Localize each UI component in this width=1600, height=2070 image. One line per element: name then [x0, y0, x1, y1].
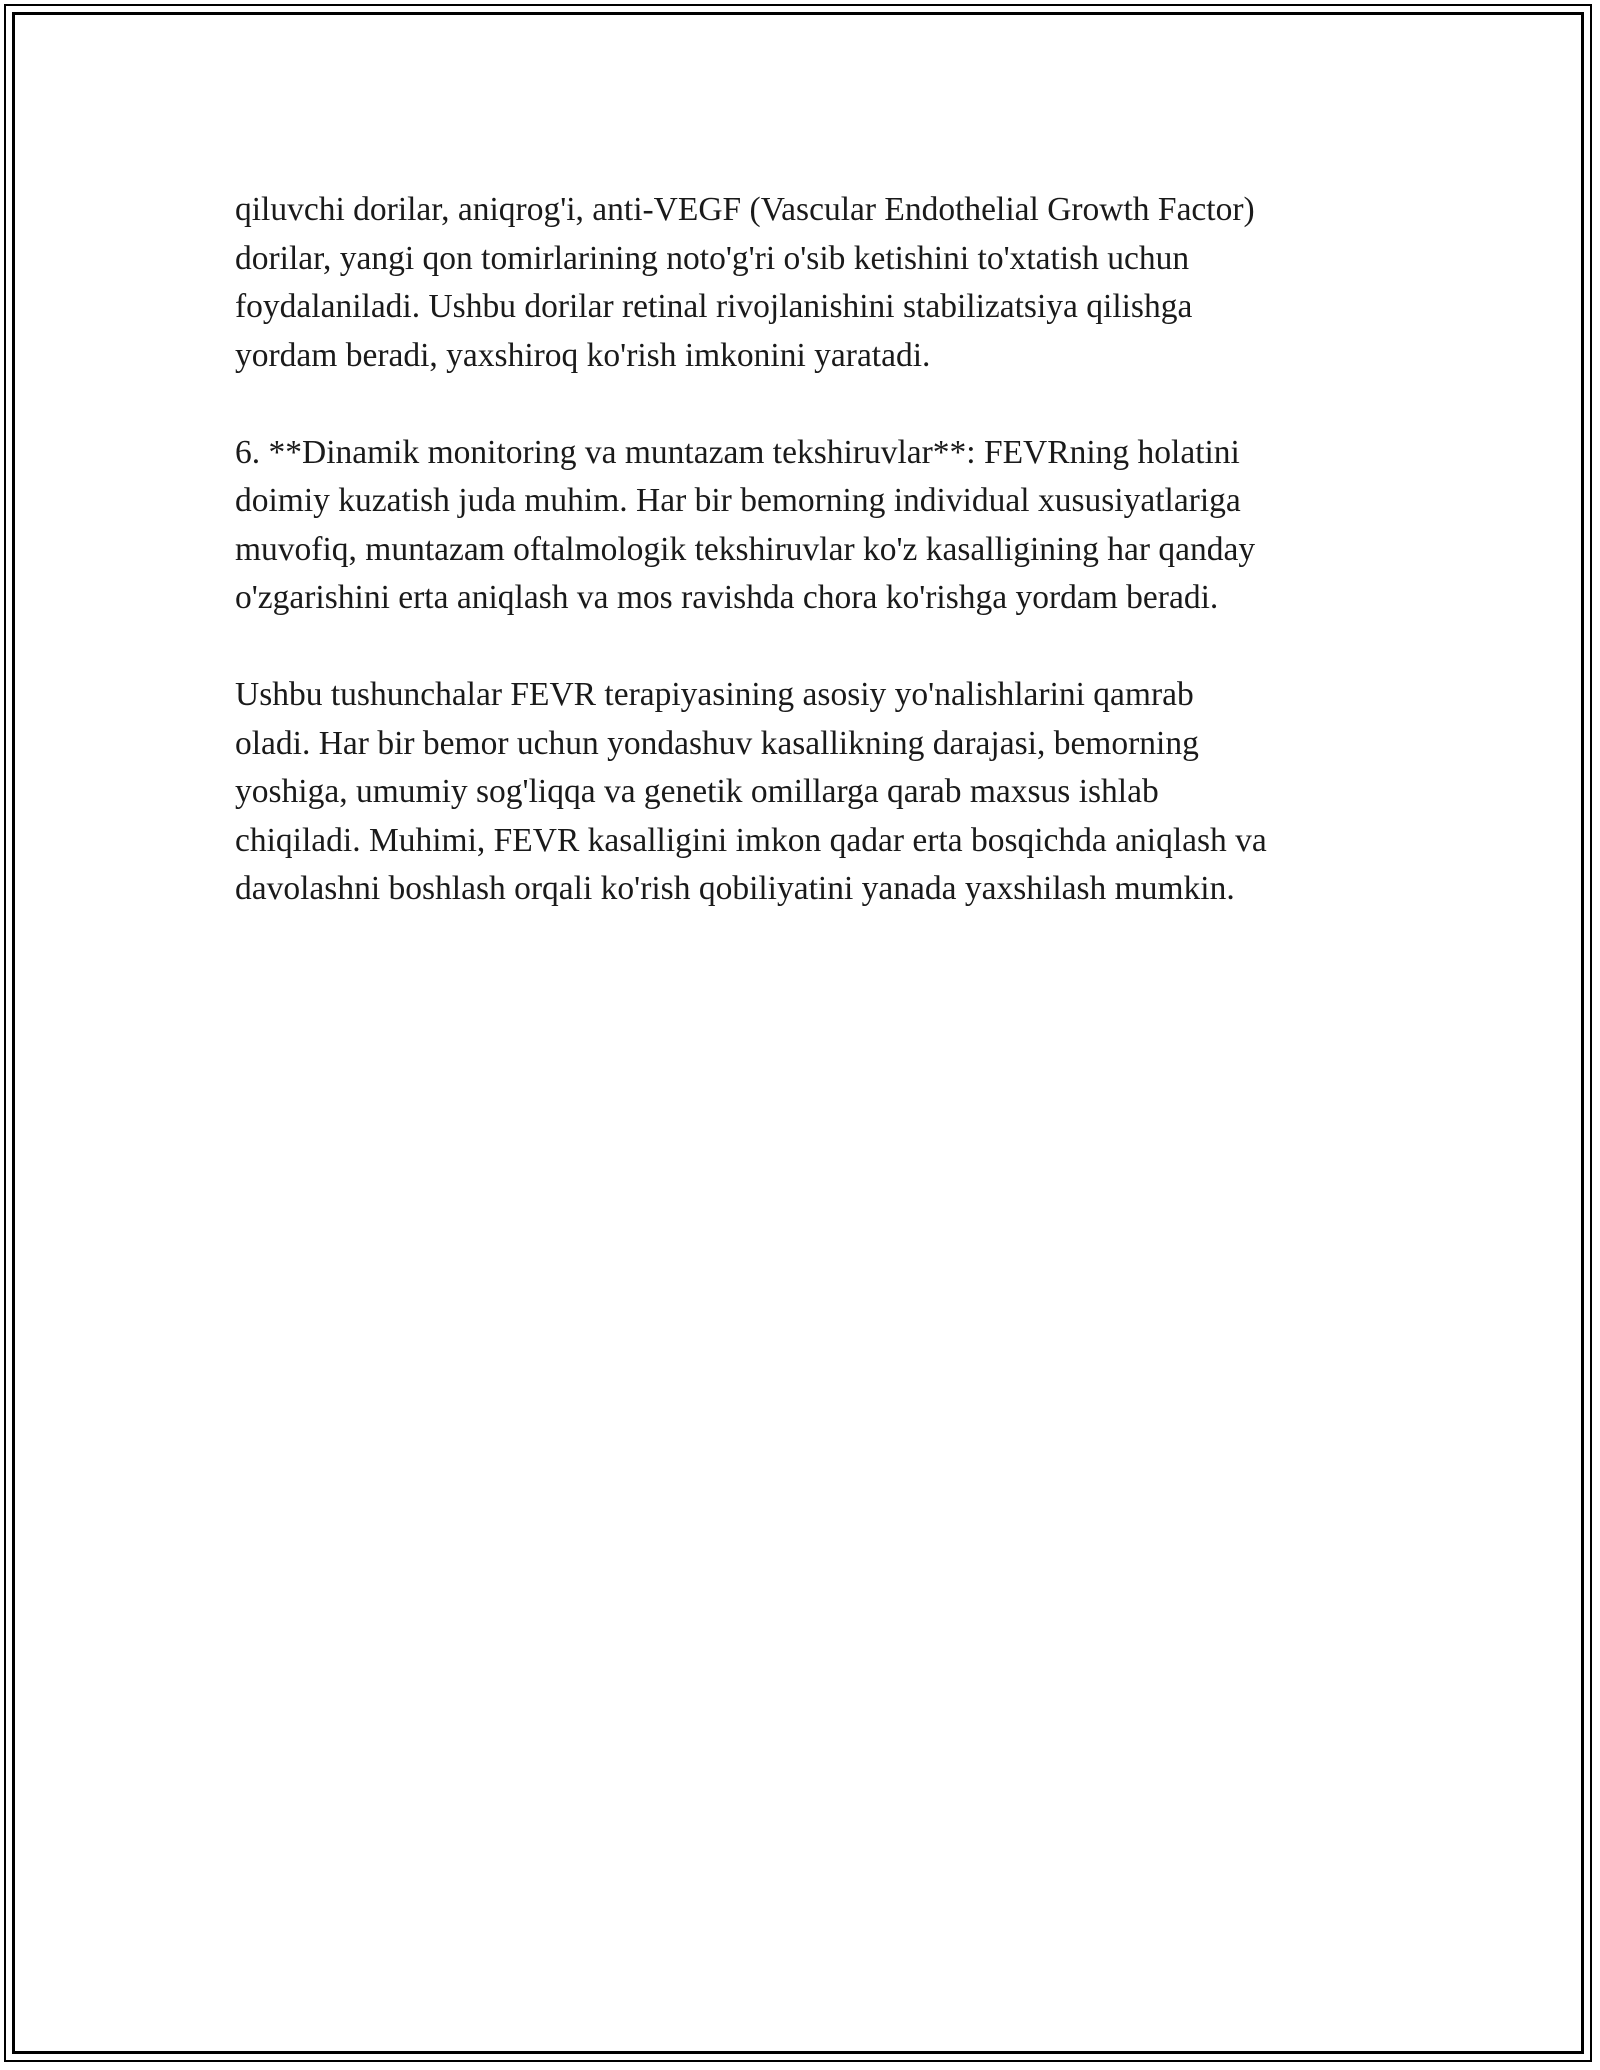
- paragraph-anti-vegf: [235, 186, 1395, 380]
- text-line: Ushbu tushunchalar FEVR terapiyasining asosiy yo'nalishlarini qamrab: [235, 676, 1194, 713]
- text-line: 6. **Dinamik monitoring va muntazam tekshiruvlar**: FEVRning holatini: [235, 433, 1240, 471]
- text-line: foydalaniladi. Ushbu dorilar retinal rivojlanishini stabilizatsiya qilishga: [235, 288, 1193, 325]
- text-line: qiluvchi dorilar, aniqrog'i, anti-VEGF (Vascular Endothelial Growth Factor): [235, 191, 1255, 228]
- text-line: yoshiga, umumiy sog'liqqa va genetik omillarga qarab maxsus ishlab: [235, 773, 1159, 810]
- document-body: [235, 186, 1395, 962]
- text-line: dorilar, yangi qon tomirlarining noto'g'ri o'sib ketishini to'xtatish uchun: [235, 239, 1190, 277]
- paragraph-conclusion: [235, 671, 1395, 914]
- text-line: o'zgarishini erta aniqlash va mos ravishda chora ko'rishga yordam beradi.: [235, 579, 1219, 616]
- text-line: yordam beradi, yaxshiroq ko'rish imkonini yaratadi.: [235, 336, 931, 374]
- text-line: chiqiladi. Muhimi, FEVR kasalligini imkon qadar erta bosqichda aniqlash va: [235, 821, 1267, 859]
- paragraph-monitoring: [235, 429, 1395, 623]
- text-line: doimiy kuzatish juda muhim. Har bir bemorning individual xususiyatlariga: [235, 482, 1241, 519]
- text-line: muvofiq, muntazam oftalmologik tekshiruvlar ko'z kasalligining har qanday: [235, 530, 1256, 568]
- text-line: davolashni boshlash orqali ko'rish qobiliyatini yanada yaxshilash mumkin.: [235, 870, 1235, 907]
- text-line: oladi. Har bir bemor uchun yondashuv kasallikning darajasi, bemorning: [235, 724, 1199, 762]
